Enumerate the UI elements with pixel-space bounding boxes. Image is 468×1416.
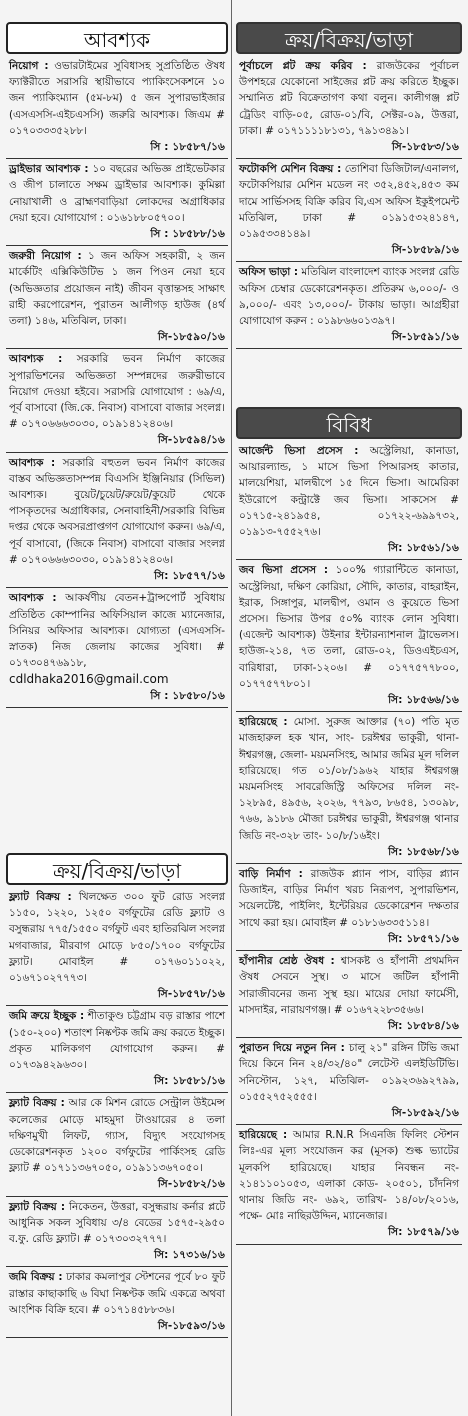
ad-headline: আবশ্যক : xyxy=(9,592,57,605)
ad-reference-code: সি: ১৮৫৬৮/১৬ xyxy=(388,845,459,858)
ads-list-buy-sell-rent-right xyxy=(236,56,462,376)
ad-headline: পূর্বাচলে প্লট ক্রয় করিব : xyxy=(239,60,367,72)
classified-ad xyxy=(236,951,462,1038)
section-header-buy-sell-rent: ক্রয়/বিক্রয়/ভাড়া xyxy=(6,853,228,885)
ads-list-miscellaneous xyxy=(236,441,462,1416)
ad-headline: আবশ্যক : xyxy=(9,456,56,469)
ad-reference-code: সি-১৮৫৭৮/১৬ xyxy=(157,988,225,1001)
right-column xyxy=(236,0,462,1416)
ad-reference-code: সি : ১৮৫৮৭/১৬ xyxy=(150,141,225,154)
ad-reference-code: সি-১৮৫৮৩/১৬ xyxy=(391,141,459,154)
ad-headline: হারিয়েছে : xyxy=(239,1129,288,1142)
ads-list-buy-sell-rent xyxy=(6,887,228,1416)
ad-reference-code: সি-১৮৫৯০/১৬ xyxy=(157,331,225,344)
classified-ad xyxy=(6,1197,228,1268)
ad-headline: হাঁপানীর শ্রেষ্ঠ ঔষধ : xyxy=(239,955,335,968)
ad-headline: আর্জেন্ট ভিসা প্রসেস : xyxy=(239,445,359,457)
ad-headline: ফ্ল্যাট বিক্রয় : xyxy=(9,891,72,903)
ad-body-text: অস্ট্রেলিয়া, কানাডা, আয়ারল্যান্ড, ১ মাসে ভিসা পিআরসহ কাতার, মালয়েশিয়া, মালদ্বীপে ১৫ দিনে ভিসা। আমেরিকা ইউরোপে কন্ট্রাক্টে জব ভিসা। সাকসেস # ০১৭১৫-২৪১৯৫৪, ০১৭২২-৬৯৯৭৩২, ০১৯১৩-৭৫৫২৭৬। xyxy=(239,445,460,539)
section-header-buy-sell-rent-right: ক্রয়/বিক্রয়/ভাড়া xyxy=(236,22,462,54)
ad-headline: পুরাতন দিয়ে নতুন নিন : xyxy=(239,1042,345,1055)
classified-ad xyxy=(236,864,462,951)
ad-reference-code: সি : ১৮৫৮৮/১৬ xyxy=(150,228,225,241)
ad-reference-code: সি: ১৮৫৬৬/১৬ xyxy=(388,694,459,707)
ad-body-text: সরকারি বহুতল ভবন নির্মাণ কাজের বাস্তব অভিজ্ঞতাসম্পন্ন বিএসসি ইঞ্জিনিয়ার (সিভিল) আবশ্যক। বুয়েট/চুয়েট/রুয়েট/কুয়েট থেকে পাসকৃতদের অগ্রাধিকার, সেনাবাহিনী/সরকারি বিভিন্ন দপ্তর থেকে অবসরপ্রাপ্তগণ যোগাযোগ করুন। ৬৯/এ, পূর্ব বাসাবো, (জিকে নিবাস) বাসাবো বাজার সংলগ্ন # ০১৭০৬৬৬৩০৩০, ০১৯১৪১২৪০৬। xyxy=(9,456,225,566)
ad-body-text: শ্বাসকষ্ট ও হাঁপানী প্রথমদিন ঔষধ সেবনে সুস্থ। ৩ মাসে জটিল হাঁপানী সারাজীবনের জন্য সুস্থ হয়। মায়ের দোয়া ফার্মেসী, মাসদাইর, নারায়ণগঞ্জ। # ০১৬৭২২৮৩৫৬৬। xyxy=(239,955,459,1016)
left-column xyxy=(6,0,228,1416)
classified-ad xyxy=(6,887,228,1006)
ad-headline: অফিস ভাড়া : xyxy=(239,266,299,279)
ad-reference-code: সি-১৮৫৯৩/১৬ xyxy=(157,1320,225,1333)
classified-ad xyxy=(236,441,462,560)
classified-ad xyxy=(6,453,228,589)
classified-ad xyxy=(236,560,462,712)
ads-list-wanted xyxy=(6,56,228,846)
column-divider xyxy=(231,0,232,1416)
ad-body-text: রাজউক প্ল্যান পাস, বাড়ির প্ল্যান ডিজাইন, বাড়ির নির্মাণ খরচ নিরূপণ, সুপারভিশন, সয়েলটেষ্ট, পাইলিং, ইন্টেরিয়র ডেকোরেশন দক্ষতার সাথে করা হয়। মোবাইল # ০১৮১৬৩৩৫১১৪। xyxy=(239,868,459,929)
classified-ad xyxy=(236,1038,462,1125)
ad-headline: ফ্ল্যাট বিক্রয় : xyxy=(9,1200,66,1213)
ad-headline: ড্রাইভার আবশ্যক : xyxy=(9,163,89,176)
classified-ad xyxy=(6,246,228,349)
classified-ad xyxy=(236,262,462,349)
section-header-wanted: আবশ্যক xyxy=(6,22,228,54)
ad-headline: হারিয়েছে : xyxy=(239,716,288,729)
ad-body-text: ওভারটাইমের সুবিধাসহ সুপ্রতিষ্ঠিত ঔষধ ফ্যাক্টরীতে সরাসরি স্থায়ীভাবে প্যাকিংসেকশনে ১০ জন প্যাকিংম্যান (৫ম-৮ম) ৫ জন সুপারভাইজার (এসএসসি-এইচএসসি) জরুরি আবশ্যক। জিএম # ০১৭০৩৩৩৫২৮৮। xyxy=(9,60,225,137)
ad-body-text: মোসা. সুরুজ আক্তার (৭০) পতি মৃত মাজহারুল হক খান, সাং- চরঈশ্বর ভাকুরী, থানা- ঈশ্বরগঞ্জ, জেলা- ময়মনসিংহ, আমার জমির মূল দলিল হারিয়েছে। গত ০১/০৮/১৯৬২ যাহার ঈশ্বরগঞ্জ ময়মনসিংহ সাবরেজিস্ট্রি অফিসের দলিল নং- ১২৮৯৫, ৪৯৫৬, ২০২৬, ৭৭৯৩, ৮৬৫৪, ১৩০৯৮, ৭৬৬, ৯১৮৬ মৌজা চরঈশ্বর ভাকুরী, ঈশ্বরগঞ্জ থানার জিডি নং-৩২৮ তাং- ১০/৮/১৬ইং। xyxy=(239,716,460,842)
classified-ad xyxy=(236,712,462,864)
section-header-miscellaneous: বিবিধ xyxy=(236,407,462,439)
ad-body-text: আকর্ষণীয় বেতন+ট্রান্সপোর্ট সুবিধায় প্রতিষ্ঠিত কোম্পানির অফিসিয়াল কাজে ম্যানেজার, সিনিয়র অফিসার আবশ্যক। যোগ্যতা (এসএসসি-স্নাতক) নিজ জেলায় কাজের সুবিধা। # ০১৭৩০৪৭৬৯১৮, xyxy=(9,592,225,670)
ad-body-text: ১০ বছরের অভিজ্ঞ প্রাইভেটকার ও জীপ চালাতে সক্ষম ড্রাইভার আবশ্যক। কুমিল্লা নোয়াখালী ও ব্রাহ্মণবাড়িয়া লোকদের অগ্রাধিকার দেয়া হবে। যোগাযোগ : ০১৬১৮৮০৫৭০০। xyxy=(9,163,225,224)
ad-body-text: তোশিবা ডিজিটাল/এনালগ, ফটোকপিয়ার মেশিন মডেল নং ৩৫২,৪৫২,৪৫৩ কম দামে সার্ভিসসহ বিক্রি করিব বি,এস অফিস ইকুইপমেন্ট মতিঝিল, ঢাকা # ০১৯১৫৩২৪১৪৭, ০১৯৫৩৩৪১৪৯। xyxy=(239,163,459,241)
ad-headline: ফটোকপি মেশিন বিক্রয় : xyxy=(239,163,342,176)
ad-reference-code: সি: ১৮৫৬১/১৬ xyxy=(388,542,459,555)
ad-reference-code: সি-১৮৫৮৯/১৬ xyxy=(391,244,459,257)
ad-reference-code: সি: ১৮৫৮১/১৬ xyxy=(154,1075,225,1088)
classified-ad xyxy=(6,159,228,246)
classified-ad xyxy=(6,1267,228,1338)
ad-body-text: আমার R.N.R সিএনজি ফিলিং স্টেশন লিঃ-এর মূল্য সংযোজন কর (মূসক) শুল্ক ভ্যাটের মূলকপি হারিয়েছে। যাহার নিবন্ধন নং- ২১৪১১০১০৫৩, এলাকা কোড- ২০৫০১, চাঁদনিগ থানায় জিডি নং- ৬৯২, তারিখ- ১৪/০৮/২০১৬, পক্ষে- মোঃ নাছিরউদ্দিন, ম্যানেজার। xyxy=(239,1129,459,1223)
ad-reference-code: সি-১৮৫৯২/১৬ xyxy=(391,1106,459,1119)
classified-ad xyxy=(236,56,462,159)
ad-body-text: আর কে মিশন রোডে সেন্ট্রাল উইমেন্স কলেজের মোড়ে মাহমুদা টাওয়ারের ৪ তলা দক্ষিণমুখী লিফট, গ্যাস, বিদ্যুৎ সংযোগসহ ডেকোরেশনকৃত ১২০০ বর্গফুটের পার্কিংসহ রেডি ফ্ল্যাট # ০১৭১১৩৬৭০৫০, ০১৯১১৩৬৭০৫০। xyxy=(9,1097,225,1175)
ad-headline: ফ্ল্যাট বিক্রয় : xyxy=(9,1097,65,1110)
classified-ad xyxy=(236,1125,462,1244)
ad-email: cdldhaka2016@gmail.com xyxy=(9,672,169,687)
ad-body-text: ১০০% গ্যারান্টিতে কানাডা, অস্ট্রেলিয়া, দক্ষিণ কোরিয়া, সৌদি, কাতার, বাহরাইন, ইরাক, সিঙ্গাপুর, মালদ্বীপ, ওমান ও কুয়েতে ভিসা প্রসেস। ভিসার উপর ৫০% ব্যাংক লোন সুবিধা। (এজেন্ট আবশ্যক) উইনার ইন্টারন্যাশনাল ট্রাভেলস। হাউজ-২১৪, ৭ত তলা, রোড-০২, ডিওএইচএস, বারিধারা, ঢাকা-১২০৬। # ০১৭৭৫৭৭৮০০, ০১৭৭৫৭৭৮০১। xyxy=(239,564,459,690)
ad-headline: জমি ক্রয়ে ইচ্ছুক : xyxy=(9,1010,85,1023)
ad-body-text: মতিঝিল বাংলাদেশ ব্যাংক সংলগ্ন রেডি অফিস চেম্বার ডেকোরেশনকৃত। প্রতিরুম ৬,০০০/- ও ৯,০০০/- এবং ১৩,০০০/- টাকায় ভাড়া। আগ্রহীরা যোগাযোগ করুন : ০১৯৮৬৬০১৩৯৭। xyxy=(239,266,459,328)
ad-reference-code: সি: ১৮৫৭১/১৬ xyxy=(388,932,459,945)
ad-body-text: ১ জন অফিস সহকারী, ২ জন মার্কেটিং এক্সিকিউটিভ ১ জন পিওন নেয়া হবে (অভিজ্ঞতার প্রয়োজন নাই) জীবন বৃত্তান্তসহ সাক্ষাৎ রাহী করপোরেশন, পুরাতন আলীগড় হাউজ (৪র্থ তলা) ১৪৬, মতিঝিল, ঢাকা। xyxy=(9,250,225,328)
ad-reference-code: সি-১৮৫৯৪/১৬ xyxy=(157,434,225,447)
classified-ad xyxy=(6,588,228,707)
ad-reference-code: সি-১৮৫৮২/১৬ xyxy=(157,1178,225,1191)
ad-headline: নিয়োগ : xyxy=(9,60,49,72)
ad-body-text: খিলক্ষেত ৩০০ ফুট রোড সংলগ্ন ১১৫০, ১২২০, ১২৫০ বর্গফুটের রেডি ফ্ল্যাট ও বসুন্ধরায় ৭৭৫/১৫৫০ বর্গফুট এবং হাতিরঝিল সংলগ্ন মগবাজার, মীরবাগ মোড়ে ৮৫০/১৭০০ বর্গফুটের ফ্ল্যাট। মোবাইল # ০১৭৬০১১০২২, ০১৬৭১০২৭৭৭৩। xyxy=(9,891,225,985)
ad-headline: আবশ্যক : xyxy=(9,353,63,366)
ad-headline: জমি বিক্রয় : xyxy=(9,1271,63,1284)
classified-ad xyxy=(6,56,228,159)
ad-body-text: নিকেতন, উত্তরা, বসুন্ধরায় কর্নার প্লটে আধুনিক সকল সুবিধায় ৩/৪ বেডের ১৫৭৫-২৯৫০ ব.ফু. রেডি ফ্ল্যাট। # ০১৭৩০৩২৭৭৭। xyxy=(9,1200,225,1246)
classified-ad xyxy=(6,349,228,452)
ad-headline: জরুরী নিয়োগ : xyxy=(9,250,82,263)
ad-reference-code: সি : ১৮৫৮০/১৬ xyxy=(150,689,225,702)
ad-body-text: চালু ২১" রঙ্গিন টিভি জমা দিয়ে কিনে নিন ২৪/৩২/৪০" লেটেস্ট এলইডিটিভি। সনিস্টোন, ১২৭, মতিঝিল- ০১৯২৩৬৯২৭৯৯, ০১৫৫২৭৫২৫৫৫। xyxy=(239,1042,459,1103)
ad-body-text: ঢাকার কমলাপুর স্টেশনের পূর্বে ৮০ ফুট রাস্তার কাছাকাছি ৬ বিঘা নিষ্কণ্টক জমি একত্রে অথবা আংশিক বিক্রি হবে। # ০১৭১৪৫৮৮৩৬। xyxy=(9,1271,225,1316)
ad-reference-code: সি: ১৭৩১৬/১৬ xyxy=(154,1249,225,1262)
ad-body-text: সরকারি ভবন নির্মাণ কাজের সুপারভিশনের অভিজ্ঞতা সম্পন্নদের জরুরীভাবে নিয়োগ দেওয়া হইবে। সরাসরি যোগাযোগ : ৬৯/এ, পূর্ব বাসাবো (জি.কে. নিবাস) বাসাবো বাজার সংলগ্ন। # ০১৭০৬৬৬৩০৩০, ০১৯১৪১২৪০৬। xyxy=(9,353,225,431)
ad-reference-code: সি: ১৮৫৮৪/১৬ xyxy=(388,1019,459,1032)
ad-body-text: রাজউকের পূর্বাচল উপশহরে যেকোনো সাইজের প্লট ক্রয় করিতে ইচ্ছুক। সম্মানিত প্লট বিক্রেতাগণ কথা বলুন। কালীগঞ্জ প্লট ট্রেডিং বাড়ি-০৫, রোড-০১/বি, সেক্টর-০৯, উত্তরা, ঢাকা। # ০১৭১১১১৮১৩১, ৭৯১৩৪৯১। xyxy=(239,60,459,137)
classified-ad xyxy=(6,1006,228,1093)
ad-headline: বাড়ি নির্মাণ : xyxy=(239,868,303,881)
ad-reference-code: সি: ১৮৫৭৯/১৬ xyxy=(388,1226,459,1239)
classified-ad xyxy=(236,159,462,262)
classified-ad xyxy=(6,1093,228,1196)
ad-reference-code: সি: ১৮৫৭৭/১৬ xyxy=(154,570,225,583)
ad-headline: জব ভিসা প্রসেস : xyxy=(239,564,329,577)
ad-reference-code: সি-১৮৫৯১/১৬ xyxy=(391,331,459,344)
ad-body-text: শীতাকুণ্ড চট্টগ্রাম বড় রাস্তার পাশে (১৫০-২০০) শতাংশ নিষ্কণ্টক জমি ক্রয় করতে ইচ্ছুক। প্রকৃত মালিকগণ যোগাযোগ করুন। # ০১৭৩৯৪২৯৬৩০। xyxy=(9,1010,225,1072)
